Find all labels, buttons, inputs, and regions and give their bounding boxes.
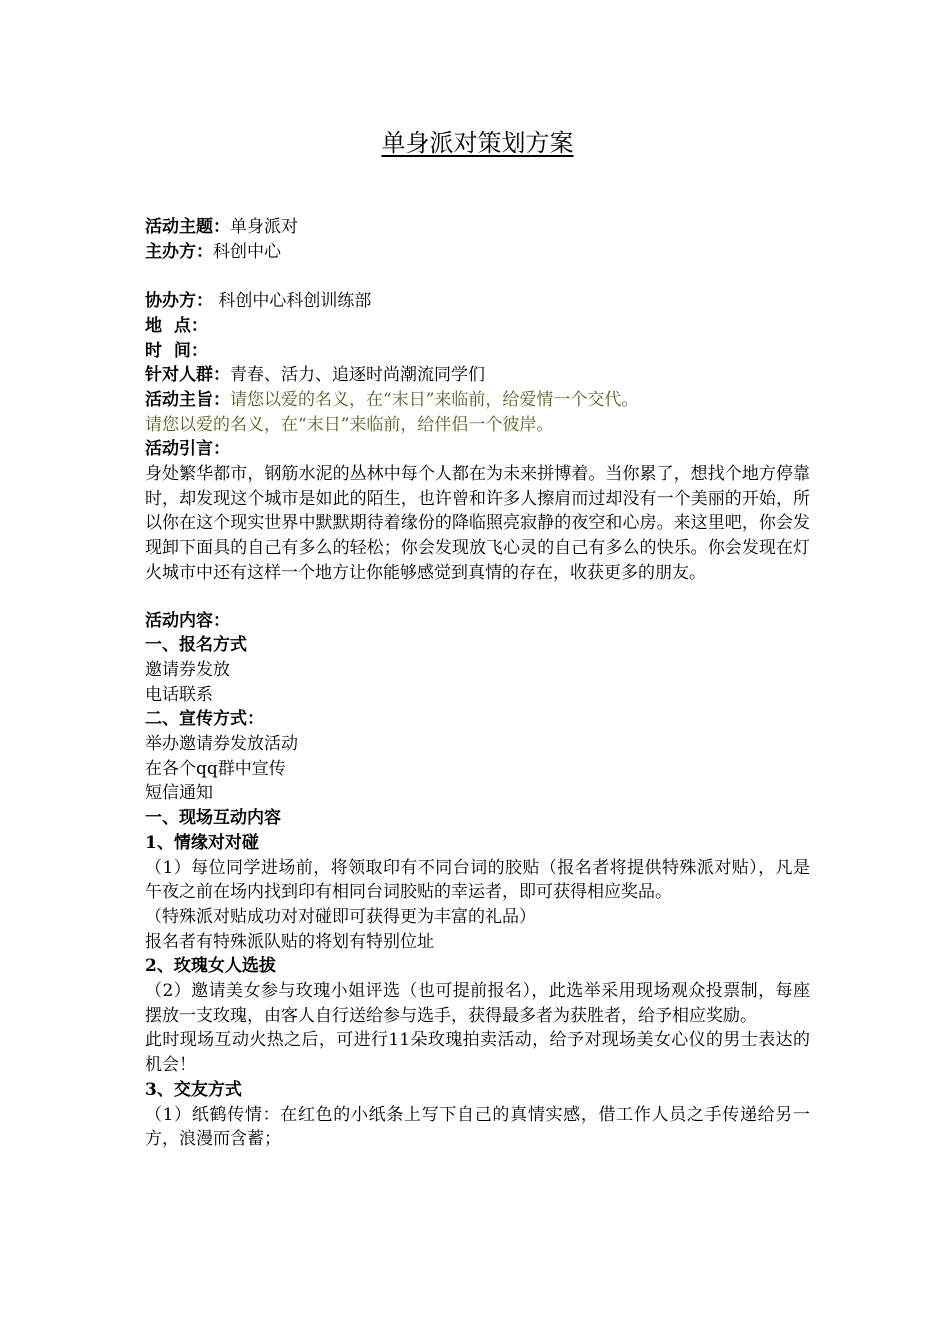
section-1-title: 一、报名方式 [145, 635, 247, 656]
section-1-item: 电话联系 [145, 684, 213, 705]
audience-value: 青春、活力、追逐时尚潮流同学们 [230, 365, 485, 386]
section-1-item: 邀请券发放 [145, 659, 230, 680]
theme-label: 活动主题： [145, 217, 230, 237]
co-host-value: 科创中心科创训练部 [213, 291, 372, 312]
audience-label: 针对人群： [145, 365, 230, 386]
place-label: 地 点： [145, 315, 208, 336]
section-2-title: 二、宣传方式： [145, 709, 264, 730]
theme-line [145, 215, 810, 240]
spacer [145, 586, 810, 609]
spacer [145, 264, 810, 289]
subsection-1-paragraph: （1）每位同学进场前，将领取印有不同台词的胶贴（报名者将提供特殊派对贴），凡是午夜之前在场内找到印有相同台词胶贴的幸运者，即可获得相应奖品。 [145, 857, 810, 903]
co-host-label: 协办方： [145, 291, 213, 312]
purpose-line [145, 388, 810, 413]
subsection-2-paragraph: （2）邀请美女参与玫瑰小姐评选（也可提前报名），此选举采用现场观众投票制，每座摆放一支玫瑰，由客人自行送给参与选手，获得最多者为获胜者，给予相应奖励。 [145, 981, 810, 1026]
host-label: 主办方： [145, 241, 213, 262]
intro-paragraph: 身处繁华都市，钢筋水泥的丛林中每个人都在为未来拼博着。当你累了，想找个地方停靠时，却发现这个城市是如此的陌生，也许曾和许多人擦肩而过却没有一个美丽的开始，所以你在这个现实世界中默默期待着缘份的降临照亮寂静的夜空和心房。来这里吧，你会发现卸下面具的自己有多么的轻松；你会发现放飞心灵的自己有多么的快乐。你会发现在灯火城市中还有这样一个地方让你能够感觉到真情的存在，收获更多的朋友。 [145, 464, 810, 583]
intro-label: 活动引言： [145, 439, 230, 460]
co-host-line [145, 289, 810, 314]
host-value: 科创中心 [213, 241, 281, 262]
subsection-1-note: （特殊派对贴成功对对碰即可获得更为丰富的礼品） [145, 906, 536, 927]
purpose-value: 请您以爱的名义，在“末日”来临前，给爱情一个交代。 [230, 389, 639, 410]
subsection-2-paragraph-2: 此时现场互动火热之后，可进行11朵玫瑰拍卖活动，给予对现场美女心仪的男士表达的机会！ [145, 1030, 810, 1076]
time-label: 时 间： [145, 340, 208, 361]
content-label: 活动内容： [145, 610, 230, 631]
purpose-label: 活动主旨： [145, 389, 230, 410]
subsection-1-title: 1、情缘对对碰 [145, 832, 259, 853]
audience-line [145, 363, 810, 388]
purpose-line-2: 请您以爱的名义，在“末日”来临前，给伴侣一个彼岸。 [145, 414, 554, 435]
theme-value: 单身派对 [230, 217, 298, 237]
host-line [145, 240, 810, 265]
section-3-title: 一、现场互动内容 [145, 808, 281, 829]
document-body [145, 215, 810, 1152]
subsection-1-note-2: 报名者有特殊派队贴的将划有特别位址 [145, 931, 434, 952]
subsection-3-paragraph: （1）纸鹤传情：在红色的小纸条上写下自己的真情实感，借工作人员之手传递给另一方，浪漫而含蓄； [145, 1104, 810, 1150]
subsection-2-title: 2、玫瑰女人选拔 [145, 956, 276, 977]
section-2-item: 在各个qq群中宣传 [145, 758, 286, 779]
section-2-item: 短信通知 [145, 783, 213, 804]
subsection-3-title: 3、交友方式 [145, 1079, 242, 1100]
document-title: 单身派对策划方案 [381, 129, 574, 157]
section-2-item: 举办邀请券发放活动 [145, 734, 298, 755]
